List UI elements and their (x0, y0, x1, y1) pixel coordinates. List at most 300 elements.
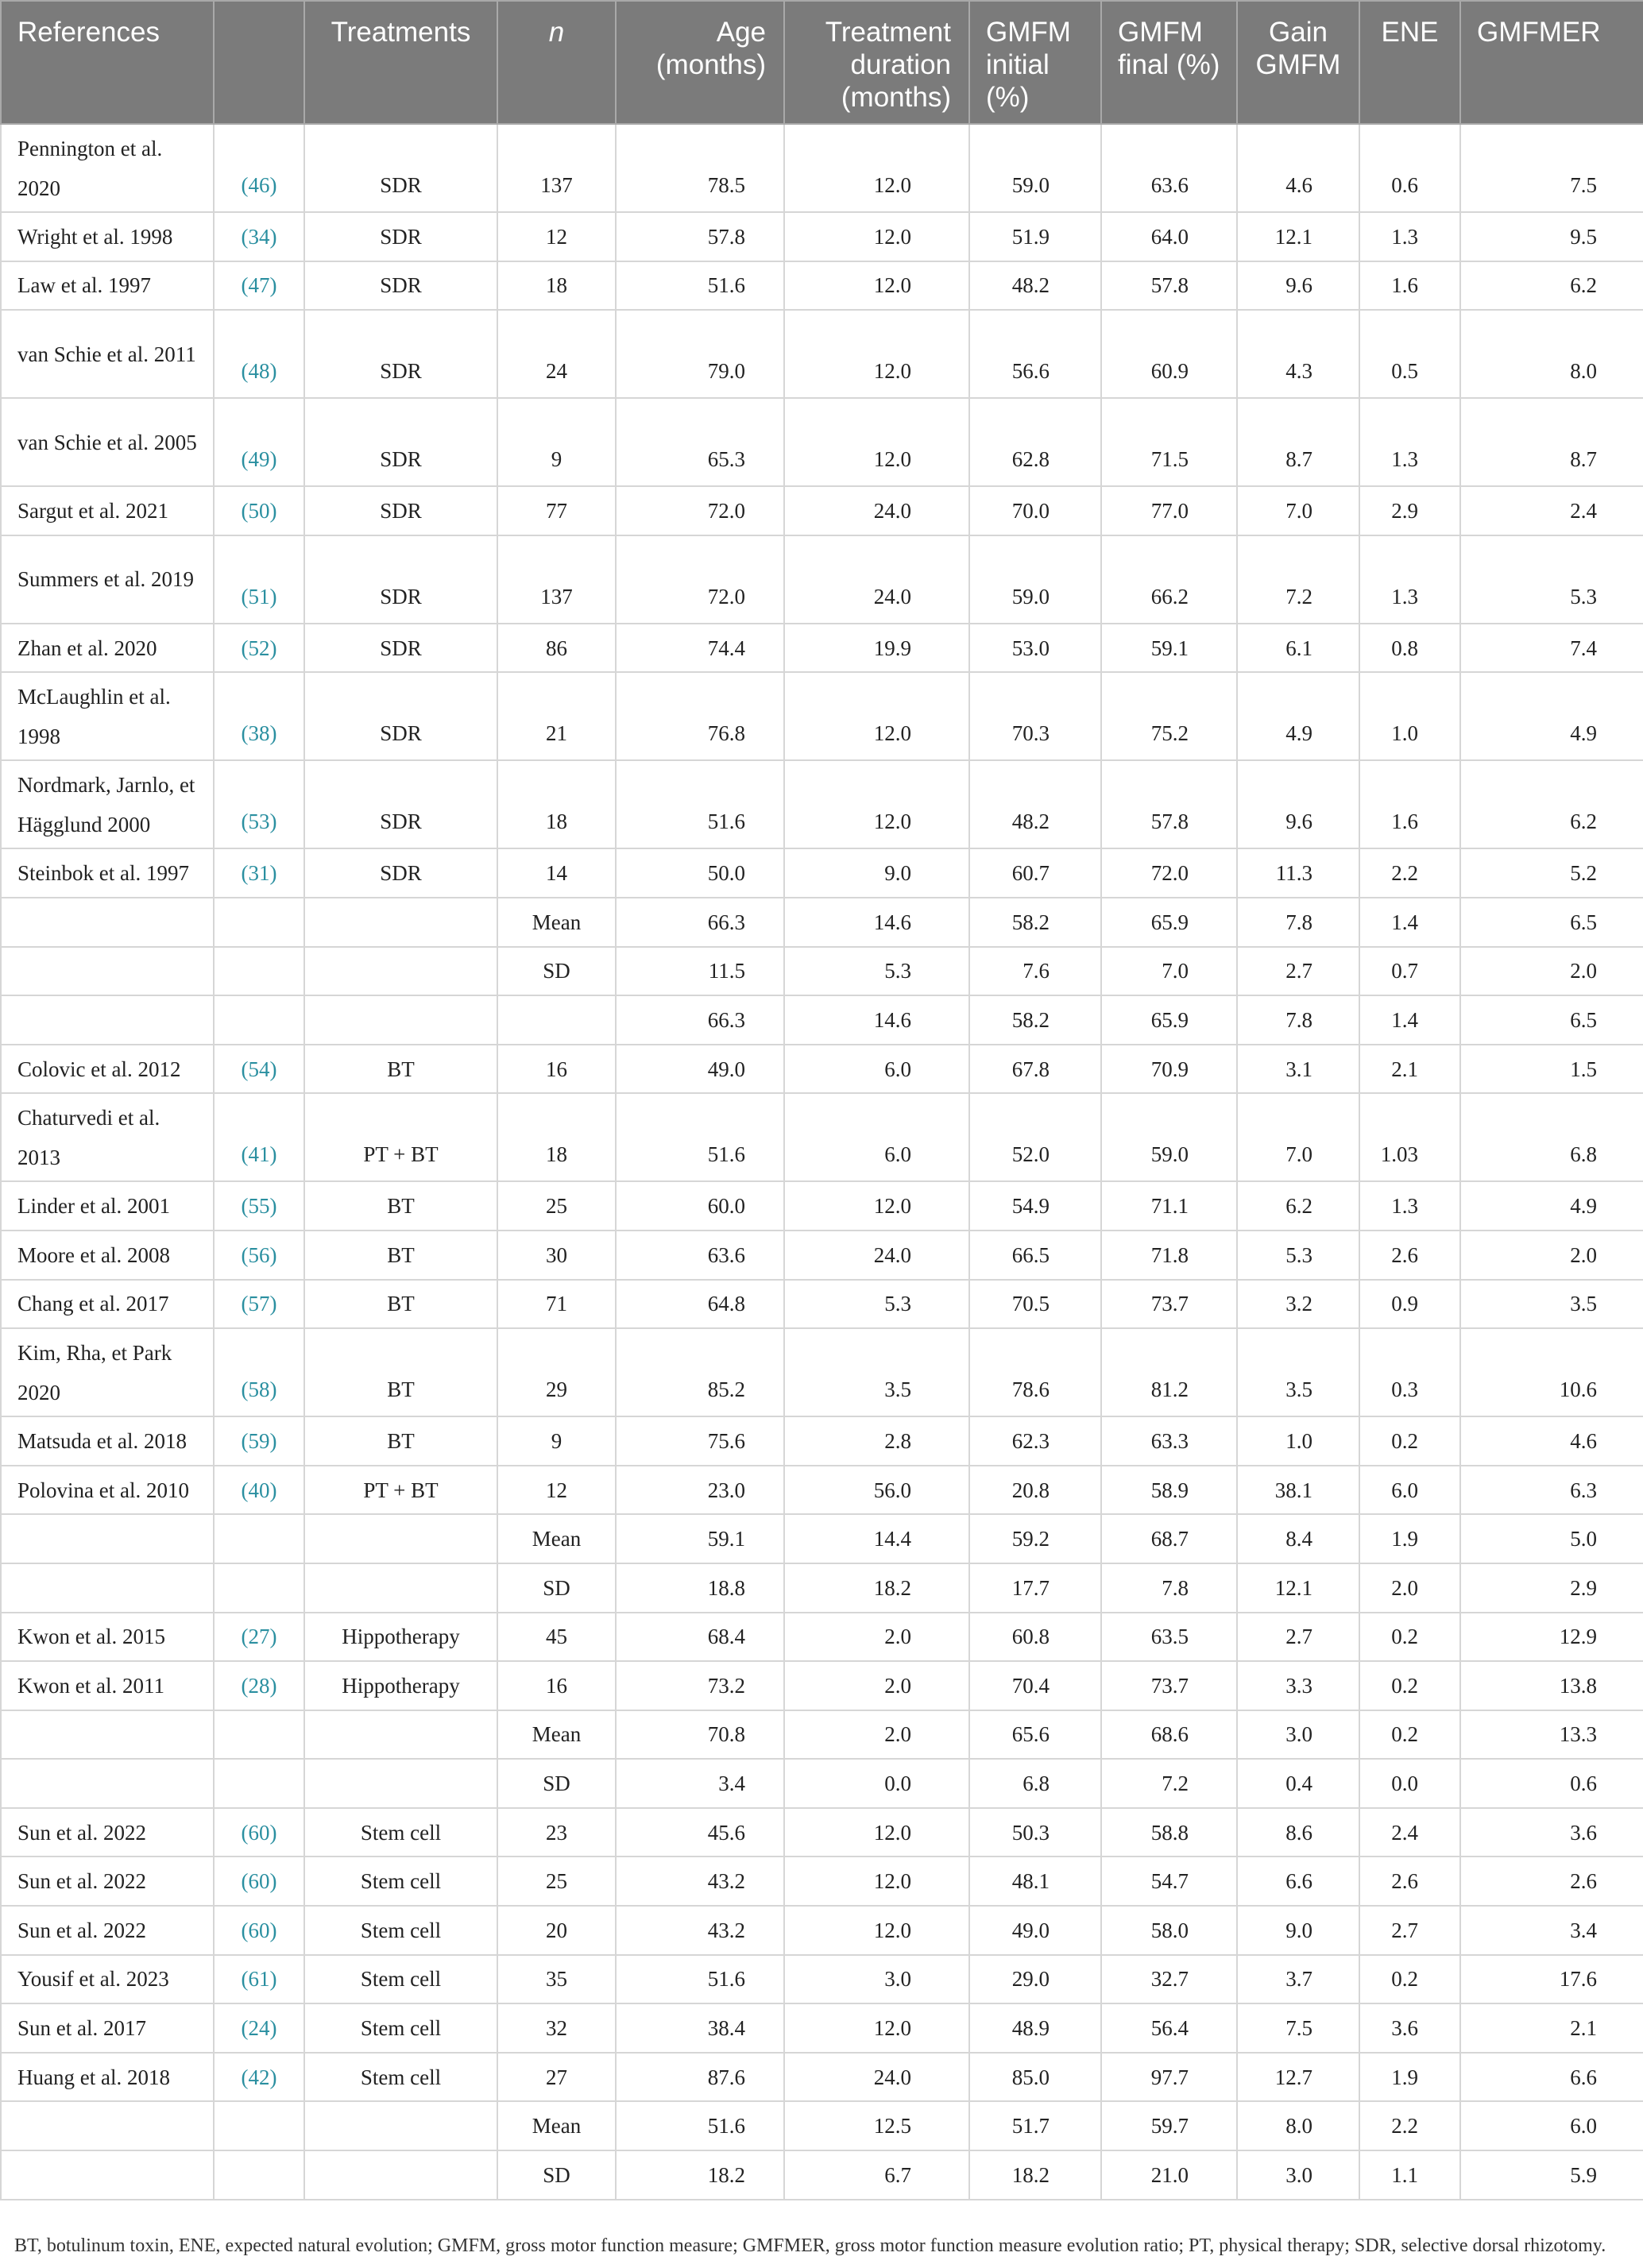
cell-gmfm-initial: 56.6 (969, 310, 1101, 398)
cell-gmfmer: 3.6 (1460, 1808, 1643, 1857)
cell-age: 43.2 (616, 1857, 784, 1906)
cell-treatment: Stem cell (304, 1955, 497, 2004)
cell-gmfm-final: 58.9 (1101, 1466, 1237, 1515)
cell-gmfmer: 10.6 (1460, 1328, 1643, 1416)
cell-age: 74.4 (616, 624, 784, 673)
cell-citation (214, 1710, 304, 1760)
cell-ene: 1.4 (1359, 995, 1460, 1045)
cell-citation[interactable]: (53) (214, 760, 304, 848)
cell-treatment: BT (304, 1328, 497, 1416)
cell-age: 49.0 (616, 1045, 784, 1094)
cell-ene: 1.3 (1359, 535, 1460, 624)
cell-n: Mean (497, 1710, 616, 1760)
table-row (1, 760, 1643, 848)
cell-duration: 12.0 (784, 1857, 969, 1906)
cell-citation[interactable]: (24) (214, 2003, 304, 2053)
cell-gmfm-initial: 66.5 (969, 1231, 1101, 1280)
cell-gmfm-final: 63.3 (1101, 1416, 1237, 1466)
cell-gmfm-initial: 29.0 (969, 1955, 1101, 2004)
cell-gain: 12.1 (1237, 1563, 1359, 1613)
cell-reference: McLaughlin et al. 1998 (1, 672, 214, 760)
cell-ene: 1.03 (1359, 1093, 1460, 1181)
cell-citation[interactable]: (41) (214, 1093, 304, 1181)
cell-reference: Chaturvedi et al. 2013 (1, 1093, 214, 1181)
cell-gmfmer: 6.0 (1460, 2101, 1643, 2150)
cell-treatment: SDR (304, 486, 497, 535)
cell-citation[interactable]: (34) (214, 212, 304, 261)
cell-ene: 0.7 (1359, 947, 1460, 996)
cell-reference (1, 1563, 214, 1613)
cell-gain: 8.7 (1237, 398, 1359, 486)
cell-age: 43.2 (616, 1906, 784, 1955)
cell-gain: 3.7 (1237, 1955, 1359, 2004)
cell-duration: 6.7 (784, 2150, 969, 2200)
cell-duration: 3.5 (784, 1328, 969, 1416)
table-row (1, 1710, 1643, 1760)
cell-gmfm-initial: 60.7 (969, 848, 1101, 898)
table-row (1, 398, 1643, 486)
cell-n (497, 995, 616, 1045)
cell-gmfm-initial: 48.1 (969, 1857, 1101, 1906)
cell-gmfm-initial: 59.0 (969, 535, 1101, 624)
cell-reference: Matsuda et al. 2018 (1, 1416, 214, 1466)
cell-duration: 14.4 (784, 1514, 969, 1563)
cell-citation[interactable]: (52) (214, 624, 304, 673)
cell-gmfmer: 4.9 (1460, 672, 1643, 760)
cell-gmfmer: 2.6 (1460, 1857, 1643, 1906)
table-row (1, 947, 1643, 996)
cell-duration: 14.6 (784, 995, 969, 1045)
cell-duration: 5.3 (784, 947, 969, 996)
cell-gmfm-final: 73.7 (1101, 1661, 1237, 1710)
cell-gmfm-final: 7.0 (1101, 947, 1237, 996)
cell-age: 50.0 (616, 848, 784, 898)
cell-n: SD (497, 1563, 616, 1613)
cell-age: 51.6 (616, 1955, 784, 2004)
cell-ene: 1.3 (1359, 212, 1460, 261)
cell-gain: 6.2 (1237, 1181, 1359, 1231)
cell-gain: 9.6 (1237, 760, 1359, 848)
cell-reference: Wright et al. 1998 (1, 212, 214, 261)
cell-gmfmer: 5.0 (1460, 1514, 1643, 1563)
cell-treatment: BT (304, 1231, 497, 1280)
cell-citation[interactable]: (42) (214, 2053, 304, 2102)
cell-duration: 12.0 (784, 124, 969, 212)
cell-treatment: Hippotherapy (304, 1661, 497, 1710)
cell-ene: 0.8 (1359, 624, 1460, 673)
cell-duration: 5.3 (784, 1280, 969, 1329)
cell-ene: 1.4 (1359, 898, 1460, 947)
cell-n: 18 (497, 760, 616, 848)
cell-gmfm-final: 65.9 (1101, 898, 1237, 947)
cell-ene: 1.6 (1359, 760, 1460, 848)
cell-gmfm-final: 64.0 (1101, 212, 1237, 261)
cell-n: Mean (497, 1514, 616, 1563)
cell-treatment: BT (304, 1045, 497, 1094)
cell-gmfm-final: 71.1 (1101, 1181, 1237, 1231)
cell-treatment: BT (304, 1416, 497, 1466)
cell-age: 78.5 (616, 124, 784, 212)
cell-citation (214, 898, 304, 947)
cell-citation[interactable]: (60) (214, 1906, 304, 1955)
cell-n: 16 (497, 1045, 616, 1094)
cell-n: 24 (497, 310, 616, 398)
cell-ene: 0.9 (1359, 1280, 1460, 1329)
cell-reference: Chang et al. 2017 (1, 1280, 214, 1329)
table-row (1, 898, 1643, 947)
table-row (1, 1857, 1643, 1906)
cell-reference: Sargut et al. 2021 (1, 486, 214, 535)
cell-citation[interactable]: (40) (214, 1466, 304, 1515)
cell-gmfm-final: 70.9 (1101, 1045, 1237, 1094)
cell-duration: 12.0 (784, 1808, 969, 1857)
cell-duration: 12.5 (784, 2101, 969, 2150)
cell-ene: 1.9 (1359, 2053, 1460, 2102)
table-row (1, 2101, 1643, 2150)
table-row (1, 1808, 1643, 1857)
table-row (1, 1416, 1643, 1466)
cell-duration: 12.0 (784, 672, 969, 760)
cell-ene: 0.2 (1359, 1613, 1460, 1662)
cell-treatment: SDR (304, 124, 497, 212)
cell-age: 51.6 (616, 261, 784, 311)
cell-age: 51.6 (616, 760, 784, 848)
cell-gmfmer: 4.9 (1460, 1181, 1643, 1231)
cell-n: 9 (497, 398, 616, 486)
cell-gmfmer: 5.3 (1460, 535, 1643, 624)
cell-reference (1, 947, 214, 996)
cell-gmfm-final: 71.5 (1101, 398, 1237, 486)
cell-treatment: SDR (304, 848, 497, 898)
cell-treatment: SDR (304, 535, 497, 624)
cell-citation[interactable]: (28) (214, 1661, 304, 1710)
cell-treatment: Stem cell (304, 2053, 497, 2102)
cell-duration: 0.0 (784, 1759, 969, 1808)
cell-citation[interactable]: (49) (214, 398, 304, 486)
cell-gain: 4.3 (1237, 310, 1359, 398)
cell-gmfm-initial: 62.8 (969, 398, 1101, 486)
cell-duration: 24.0 (784, 535, 969, 624)
cell-gmfm-initial: 85.0 (969, 2053, 1101, 2102)
cell-n: 25 (497, 1181, 616, 1231)
cell-age: 57.8 (616, 212, 784, 261)
cell-ene: 1.6 (1359, 261, 1460, 311)
cell-gmfm-final: 63.5 (1101, 1613, 1237, 1662)
cell-duration: 3.0 (784, 1955, 969, 2004)
table-row (1, 1231, 1643, 1280)
table-row (1, 848, 1643, 898)
cell-citation[interactable]: (59) (214, 1416, 304, 1466)
table-row (1, 310, 1643, 398)
cell-treatment (304, 995, 497, 1045)
cell-reference: Sun et al. 2022 (1, 1857, 214, 1906)
cell-gmfmer: 0.6 (1460, 1759, 1643, 1808)
cell-gmfm-initial: 53.0 (969, 624, 1101, 673)
cell-ene: 1.1 (1359, 2150, 1460, 2200)
cell-gain: 8.6 (1237, 1808, 1359, 1857)
cell-gmfmer: 4.6 (1460, 1416, 1643, 1466)
cell-duration: 12.0 (784, 2003, 969, 2053)
cell-gmfm-initial: 70.3 (969, 672, 1101, 760)
cell-gmfm-final: 58.0 (1101, 1906, 1237, 1955)
table-row (1, 124, 1643, 212)
cell-ene: 2.6 (1359, 1231, 1460, 1280)
cell-gmfm-initial: 59.0 (969, 124, 1101, 212)
cell-treatment: Stem cell (304, 1857, 497, 1906)
cell-gain: 3.0 (1237, 2150, 1359, 2200)
cell-treatment: SDR (304, 310, 497, 398)
cell-gmfmer: 13.8 (1460, 1661, 1643, 1710)
cell-age: 63.6 (616, 1231, 784, 1280)
table-body (1, 124, 1643, 2200)
cell-reference: Law et al. 1997 (1, 261, 214, 311)
cell-treatment: SDR (304, 261, 497, 311)
cell-gain: 3.3 (1237, 1661, 1359, 1710)
cell-treatment (304, 2150, 497, 2200)
cell-age: 3.4 (616, 1759, 784, 1808)
cell-citation[interactable]: (47) (214, 261, 304, 311)
cell-ene: 0.5 (1359, 310, 1460, 398)
cell-treatment: BT (304, 1181, 497, 1231)
cell-gmfmer: 6.3 (1460, 1466, 1643, 1515)
cell-n: 18 (497, 261, 616, 311)
cell-gmfm-final: 75.2 (1101, 672, 1237, 760)
cell-treatment: Stem cell (304, 1906, 497, 1955)
cell-ene: 6.0 (1359, 1466, 1460, 1515)
cell-gain: 7.0 (1237, 486, 1359, 535)
cell-citation[interactable]: (51) (214, 535, 304, 624)
header-references: References (1, 1, 214, 124)
cell-n: 45 (497, 1613, 616, 1662)
cell-gmfmer: 17.6 (1460, 1955, 1643, 2004)
cell-gmfmer: 7.4 (1460, 624, 1643, 673)
cell-ene: 2.2 (1359, 2101, 1460, 2150)
cell-citation[interactable]: (58) (214, 1328, 304, 1416)
cell-n: Mean (497, 898, 616, 947)
cell-gain: 38.1 (1237, 1466, 1359, 1515)
cell-gmfm-initial: 51.7 (969, 2101, 1101, 2150)
cell-reference: Huang et al. 2018 (1, 2053, 214, 2102)
cell-gmfm-final: 59.0 (1101, 1093, 1237, 1181)
cell-gmfm-initial: 48.2 (969, 760, 1101, 848)
cell-age: 11.5 (616, 947, 784, 996)
table-row (1, 995, 1643, 1045)
cell-gain: 3.5 (1237, 1328, 1359, 1416)
cell-reference: Kim, Rha, et Park 2020 (1, 1328, 214, 1416)
cell-citation[interactable]: (38) (214, 672, 304, 760)
cell-treatment (304, 1710, 497, 1760)
cell-gmfm-initial: 62.3 (969, 1416, 1101, 1466)
cell-gmfm-final: 32.7 (1101, 1955, 1237, 2004)
cell-gmfm-final: 56.4 (1101, 2003, 1237, 2053)
cell-gmfm-initial: 52.0 (969, 1093, 1101, 1181)
cell-reference (1, 1514, 214, 1563)
cell-gmfm-final: 68.7 (1101, 1514, 1237, 1563)
cell-citation (214, 1759, 304, 1808)
cell-citation[interactable]: (60) (214, 1808, 304, 1857)
cell-gmfm-initial: 51.9 (969, 212, 1101, 261)
cell-gmfmer: 6.5 (1460, 995, 1643, 1045)
cell-gmfmer: 13.3 (1460, 1710, 1643, 1760)
cell-n: Mean (497, 2101, 616, 2150)
cell-treatment: PT + BT (304, 1093, 497, 1181)
cell-gmfm-initial: 54.9 (969, 1181, 1101, 1231)
cell-n: 25 (497, 1857, 616, 1906)
cell-age: 23.0 (616, 1466, 784, 1515)
cell-gain: 9.6 (1237, 261, 1359, 311)
cell-gmfm-final: 81.2 (1101, 1328, 1237, 1416)
cell-gmfmer: 8.0 (1460, 310, 1643, 398)
cell-gain: 12.1 (1237, 212, 1359, 261)
cell-n: 9 (497, 1416, 616, 1466)
cell-duration: 18.2 (784, 1563, 969, 1613)
cell-gmfm-final: 65.9 (1101, 995, 1237, 1045)
cell-gain: 6.6 (1237, 1857, 1359, 1906)
table-row (1, 1181, 1643, 1231)
cell-treatment (304, 898, 497, 947)
cell-ene: 2.0 (1359, 1563, 1460, 1613)
cell-n: 12 (497, 212, 616, 261)
cell-reference (1, 2101, 214, 2150)
cell-gmfmer: 6.8 (1460, 1093, 1643, 1181)
cell-citation (214, 1514, 304, 1563)
cell-gmfm-final: 57.8 (1101, 261, 1237, 311)
cell-gain: 3.0 (1237, 1710, 1359, 1760)
cell-duration: 12.0 (784, 760, 969, 848)
cell-gain: 1.0 (1237, 1416, 1359, 1466)
table-row (1, 1955, 1643, 2004)
cell-age: 18.8 (616, 1563, 784, 1613)
cell-gmfm-final: 54.7 (1101, 1857, 1237, 1906)
table-header (1, 1, 1643, 124)
cell-age: 66.3 (616, 898, 784, 947)
cell-citation[interactable]: (50) (214, 486, 304, 535)
cell-citation[interactable]: (61) (214, 1955, 304, 2004)
table-row (1, 535, 1643, 624)
cell-gmfm-initial: 18.2 (969, 2150, 1101, 2200)
cell-n: 12 (497, 1466, 616, 1515)
cell-citation[interactable]: (55) (214, 1181, 304, 1231)
cell-ene: 0.3 (1359, 1328, 1460, 1416)
cell-gmfm-final: 72.0 (1101, 848, 1237, 898)
cell-gain: 2.7 (1237, 1613, 1359, 1662)
cell-age: 66.3 (616, 995, 784, 1045)
cell-gain: 6.1 (1237, 624, 1359, 673)
cell-age: 79.0 (616, 310, 784, 398)
cell-citation[interactable]: (31) (214, 848, 304, 898)
cell-treatment: SDR (304, 624, 497, 673)
cell-reference (1, 2150, 214, 2200)
cell-age: 72.0 (616, 535, 784, 624)
cell-reference: Linder et al. 2001 (1, 1181, 214, 1231)
table-row (1, 1661, 1643, 1710)
table-row (1, 672, 1643, 760)
cell-age: 65.3 (616, 398, 784, 486)
table-row (1, 1328, 1643, 1416)
cell-gain: 11.3 (1237, 848, 1359, 898)
cell-citation[interactable]: (27) (214, 1613, 304, 1662)
cell-n: 27 (497, 2053, 616, 2102)
cell-n: 18 (497, 1093, 616, 1181)
table-row (1, 1093, 1643, 1181)
cell-treatment (304, 1514, 497, 1563)
cell-citation (214, 2101, 304, 2150)
table-row (1, 1514, 1643, 1563)
table-row (1, 2003, 1643, 2053)
header-treatments: Treatments (304, 1, 497, 124)
cell-duration: 9.0 (784, 848, 969, 898)
cell-gmfmer: 6.2 (1460, 261, 1643, 311)
cell-duration: 12.0 (784, 1906, 969, 1955)
cell-n: 23 (497, 1808, 616, 1857)
cell-duration: 12.0 (784, 212, 969, 261)
cell-treatment: SDR (304, 672, 497, 760)
cell-n: 137 (497, 535, 616, 624)
cell-gmfm-initial: 67.8 (969, 1045, 1101, 1094)
cell-age: 87.6 (616, 2053, 784, 2102)
cell-gmfm-initial: 50.3 (969, 1808, 1101, 1857)
cell-n: SD (497, 2150, 616, 2200)
cell-n: 77 (497, 486, 616, 535)
cell-gain: 2.7 (1237, 947, 1359, 996)
cell-reference (1, 1710, 214, 1760)
cell-citation[interactable]: (57) (214, 1280, 304, 1329)
cell-duration: 24.0 (784, 486, 969, 535)
cell-reference: Colovic et al. 2012 (1, 1045, 214, 1094)
table-row (1, 2053, 1643, 2102)
cell-ene: 2.7 (1359, 1906, 1460, 1955)
cell-reference: van Schie et al. 2005 (1, 398, 214, 486)
cell-reference: Kwon et al. 2011 (1, 1661, 214, 1710)
cell-reference (1, 1759, 214, 1808)
cell-ene: 2.9 (1359, 486, 1460, 535)
cell-ene: 1.0 (1359, 672, 1460, 760)
cell-duration: 14.6 (784, 898, 969, 947)
cell-gmfm-initial: 48.9 (969, 2003, 1101, 2053)
cell-citation[interactable]: (60) (214, 1857, 304, 1906)
table-footnote: BT, botulinum toxin, ENE, expected natural evolution; GMFM, gross motor function measure; GMFMER, gross motor function measure evolution ratio; PT, physical therapy; SDR, selective dorsal rhizotomy. (14, 2235, 1606, 2256)
cell-citation[interactable]: (56) (214, 1231, 304, 1280)
cell-gmfm-final: 21.0 (1101, 2150, 1237, 2200)
cell-gmfmer: 8.7 (1460, 398, 1643, 486)
cell-gain: 3.1 (1237, 1045, 1359, 1094)
cell-treatment: PT + BT (304, 1466, 497, 1515)
cell-gain: 7.8 (1237, 898, 1359, 947)
cell-ene: 1.3 (1359, 1181, 1460, 1231)
cell-gain: 3.2 (1237, 1280, 1359, 1329)
cell-citation[interactable]: (48) (214, 310, 304, 398)
header-row (1, 1, 1643, 124)
cell-reference: Moore et al. 2008 (1, 1231, 214, 1280)
cell-duration: 2.0 (784, 1661, 969, 1710)
cell-citation (214, 947, 304, 996)
cell-reference: Polovina et al. 2010 (1, 1466, 214, 1515)
header-gain: Gain GMFM (1237, 1, 1359, 124)
cell-citation[interactable]: (54) (214, 1045, 304, 1094)
cell-gmfmer: 2.1 (1460, 2003, 1643, 2053)
cell-treatment: Hippotherapy (304, 1613, 497, 1662)
cell-ene: 2.6 (1359, 1857, 1460, 1906)
cell-gmfmer: 5.9 (1460, 2150, 1643, 2200)
cell-gmfm-final: 7.2 (1101, 1759, 1237, 1808)
table-row (1, 2150, 1643, 2200)
cell-citation[interactable]: (46) (214, 124, 304, 212)
table-row (1, 486, 1643, 535)
header-age: Age (months) (616, 1, 784, 124)
cell-n: 71 (497, 1280, 616, 1329)
cell-gmfmer: 12.9 (1460, 1613, 1643, 1662)
cell-gmfmer: 9.5 (1460, 212, 1643, 261)
